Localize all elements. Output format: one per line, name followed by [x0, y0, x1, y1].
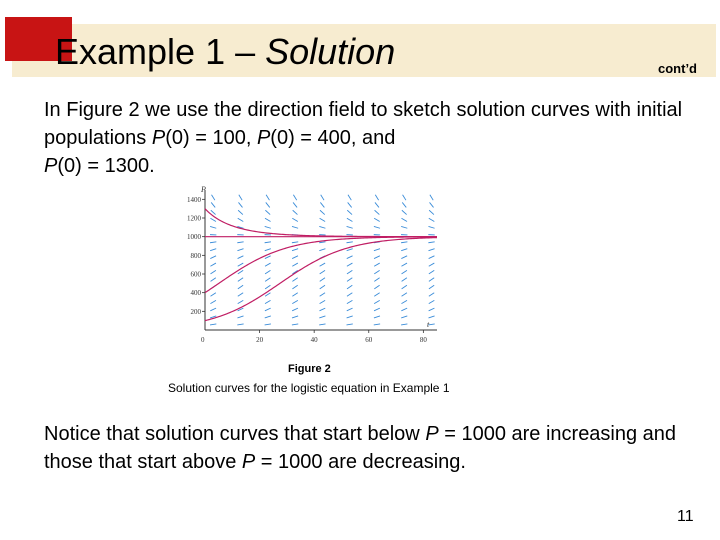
direction-segment	[237, 324, 243, 325]
direction-segment	[320, 202, 324, 207]
direction-segment	[347, 249, 353, 251]
direction-segment	[374, 300, 380, 303]
direction-segment	[265, 300, 271, 303]
direction-segment	[211, 210, 216, 214]
direction-segment	[347, 218, 353, 221]
direction-segment	[238, 202, 242, 207]
direction-segment	[319, 316, 325, 318]
intro-P-2: P	[256, 127, 271, 149]
direction-segment	[292, 263, 298, 266]
direction-segment	[292, 308, 298, 311]
direction-segment	[429, 308, 435, 311]
x-tick-label: 60	[365, 336, 373, 344]
conclusion-text-2: = 1000 are increasing and those that start above	[44, 423, 677, 473]
y-tick-label: 200	[190, 307, 201, 316]
direction-segment	[320, 263, 326, 266]
direction-segment	[265, 308, 271, 311]
direction-segment	[347, 226, 353, 228]
direction-segment	[348, 195, 351, 200]
direction-segment	[320, 270, 325, 273]
y-tick-label: 1400	[187, 195, 201, 204]
direction-segment	[374, 285, 379, 289]
direction-segment	[374, 256, 380, 259]
conclusion-P-1: P	[425, 423, 439, 445]
x-tick-label: 80	[419, 336, 427, 344]
direction-segment	[238, 293, 243, 296]
direction-segment	[210, 256, 216, 259]
x-tick-label: 20	[256, 336, 264, 344]
direction-segment	[320, 218, 326, 221]
direction-segment	[265, 218, 271, 221]
direction-segment	[292, 293, 297, 296]
direction-segment	[265, 256, 271, 259]
y-tick-label: 600	[190, 270, 201, 279]
slide-title	[55, 30, 395, 74]
x-tick-label: 40	[310, 336, 318, 344]
direction-segment	[374, 278, 379, 282]
direction-segment	[346, 242, 352, 243]
intro-text-1: In Figure 2 we use the direction field to sketch solution curves with initial populations	[44, 99, 683, 149]
direction-segment	[210, 270, 215, 273]
direction-segment	[401, 300, 407, 303]
direction-segment	[265, 210, 270, 214]
direction-segment	[238, 218, 244, 221]
direction-segment	[265, 324, 271, 325]
direction-segment	[210, 263, 216, 266]
direction-segment	[374, 263, 380, 266]
direction-segment	[293, 195, 296, 200]
direction-segment	[401, 316, 407, 318]
direction-segment	[238, 256, 244, 259]
direction-segment	[403, 195, 406, 200]
intro-P-1: P	[151, 127, 166, 149]
page-number: 11	[677, 508, 694, 525]
direction-segment	[402, 270, 407, 273]
direction-segment	[429, 278, 434, 282]
direction-segment	[292, 218, 298, 221]
direction-segment	[347, 263, 353, 266]
direction-segment	[211, 278, 216, 282]
direction-segment	[238, 285, 243, 289]
direction-segment	[293, 202, 297, 207]
chart-ticks	[187, 196, 427, 344]
conclusion-paragraph	[44, 420, 684, 476]
direction-segment	[265, 285, 270, 289]
direction-segment	[429, 293, 434, 296]
direction-segment	[320, 293, 325, 296]
direction-segment	[320, 300, 326, 303]
direction-segment	[429, 316, 435, 318]
direction-segment	[210, 300, 216, 303]
direction-segment	[347, 293, 352, 296]
direction-segment	[429, 263, 435, 266]
direction-segment	[347, 316, 353, 318]
y-tick-label: 800	[190, 251, 201, 260]
direction-segment	[210, 293, 215, 296]
figure-caption: Solution curves for the logistic equation in Example 1	[168, 381, 450, 395]
direction-segment	[210, 249, 216, 251]
direction-segment	[402, 293, 407, 296]
direction-segment	[347, 270, 352, 273]
direction-segment	[237, 249, 243, 251]
direction-segment	[321, 195, 324, 200]
direction-segment	[402, 285, 407, 289]
direction-segment	[292, 226, 298, 228]
direction-segment	[430, 195, 433, 200]
y-tick-label: 1000	[187, 233, 201, 242]
direction-segment	[374, 308, 380, 311]
direction-segment	[239, 195, 242, 200]
direction-segment	[265, 226, 271, 228]
direction-segment	[347, 300, 353, 303]
continued-label: cont’d	[658, 61, 697, 76]
direction-segment	[265, 263, 271, 266]
direction-segment	[374, 293, 379, 296]
direction-segment	[429, 256, 435, 259]
direction-segment	[292, 278, 297, 282]
intro-paragraph	[44, 96, 684, 180]
direction-segment	[429, 270, 434, 273]
direction-segment	[210, 226, 216, 228]
intro-P-3: P	[44, 155, 58, 177]
direction-segment	[320, 278, 325, 282]
direction-segment	[293, 210, 298, 214]
direction-segment	[375, 210, 380, 214]
direction-segment	[319, 249, 325, 251]
direction-segment	[347, 285, 352, 289]
direction-segment	[266, 202, 270, 207]
direction-segment	[238, 300, 244, 303]
direction-segment	[429, 249, 435, 251]
direction-segment	[237, 316, 243, 318]
y-axis-label: P	[201, 185, 206, 194]
direction-segment	[320, 285, 325, 289]
direction-segment	[402, 210, 407, 214]
direction-segment	[346, 324, 352, 325]
direction-segment	[374, 324, 380, 325]
direction-segment	[292, 242, 298, 243]
conclusion-P-2: P	[241, 451, 256, 473]
direction-segment	[238, 263, 244, 266]
intro-text-3: (0) = 400, and	[270, 127, 396, 149]
direction-segment	[211, 202, 215, 207]
direction-segment	[402, 278, 407, 282]
direction-segment	[347, 210, 352, 214]
y-tick-label: 400	[190, 289, 201, 298]
direction-segment	[238, 270, 243, 273]
direction-segment	[401, 308, 407, 311]
direction-segment	[402, 202, 406, 207]
direction-segment	[292, 256, 298, 259]
direction-segment	[347, 278, 352, 282]
slide-title-main: Example 1 –	[55, 31, 256, 72]
direction-segment	[292, 324, 298, 325]
direction-segment	[401, 218, 407, 221]
direction-segment	[375, 195, 378, 200]
direction-segment	[428, 226, 434, 228]
direction-segment	[429, 300, 435, 303]
direction-segment	[292, 316, 298, 318]
direction-segment	[428, 324, 434, 325]
direction-segment	[237, 242, 243, 243]
solution-curve	[205, 209, 437, 237]
intro-text-2: (0) = 100,	[165, 127, 257, 149]
direction-segment	[375, 202, 379, 207]
direction-segment	[210, 218, 216, 221]
direction-segment	[348, 202, 352, 207]
direction-segment	[320, 210, 325, 214]
direction-segment	[319, 324, 325, 325]
direction-segment	[319, 226, 325, 228]
conclusion-text-3: = 1000 are decreasing.	[255, 451, 466, 473]
direction-segment	[238, 210, 243, 214]
intro-text-4: (0) = 1300.	[57, 155, 155, 177]
direction-segment	[430, 202, 434, 207]
direction-segment	[265, 242, 271, 243]
direction-segment	[401, 256, 407, 259]
direction-segment	[292, 285, 297, 289]
direction-segment	[429, 285, 434, 289]
x-axis-label: t	[427, 320, 430, 329]
direction-segment	[266, 195, 269, 200]
direction-segment	[292, 300, 298, 303]
logistic-chart	[175, 185, 445, 360]
origin-label: 0	[201, 336, 205, 344]
direction-segment	[374, 218, 380, 221]
direction-segment	[374, 249, 380, 251]
direction-segment	[212, 195, 215, 200]
direction-segment	[401, 226, 407, 228]
direction-segment	[238, 278, 243, 282]
direction-segment	[210, 324, 216, 325]
direction-segment	[210, 308, 216, 311]
conclusion-text-1: Notice that solution curves that start below	[44, 423, 426, 445]
direction-segment	[347, 308, 353, 311]
slide-title-italic: Solution	[265, 31, 396, 72]
figure-label: Figure 2	[288, 363, 331, 375]
direction-segment	[265, 316, 271, 318]
direction-segment	[319, 242, 325, 243]
y-tick-label: 1200	[187, 214, 201, 223]
direction-segment	[401, 249, 407, 251]
direction-segment	[374, 270, 379, 273]
direction-segment	[429, 210, 434, 214]
direction-segment	[347, 256, 353, 259]
direction-segment	[319, 308, 325, 311]
direction-segment	[292, 249, 298, 251]
direction-segment	[401, 324, 407, 325]
direction-segment	[401, 263, 407, 266]
direction-segment	[265, 278, 270, 282]
direction-segment	[401, 242, 407, 243]
direction-segment	[265, 270, 270, 273]
direction-segment	[210, 242, 216, 243]
direction-segment	[265, 249, 271, 251]
direction-segment	[374, 226, 380, 228]
direction-segment	[428, 242, 434, 243]
direction-segment	[374, 316, 380, 318]
direction-segment	[429, 218, 435, 221]
